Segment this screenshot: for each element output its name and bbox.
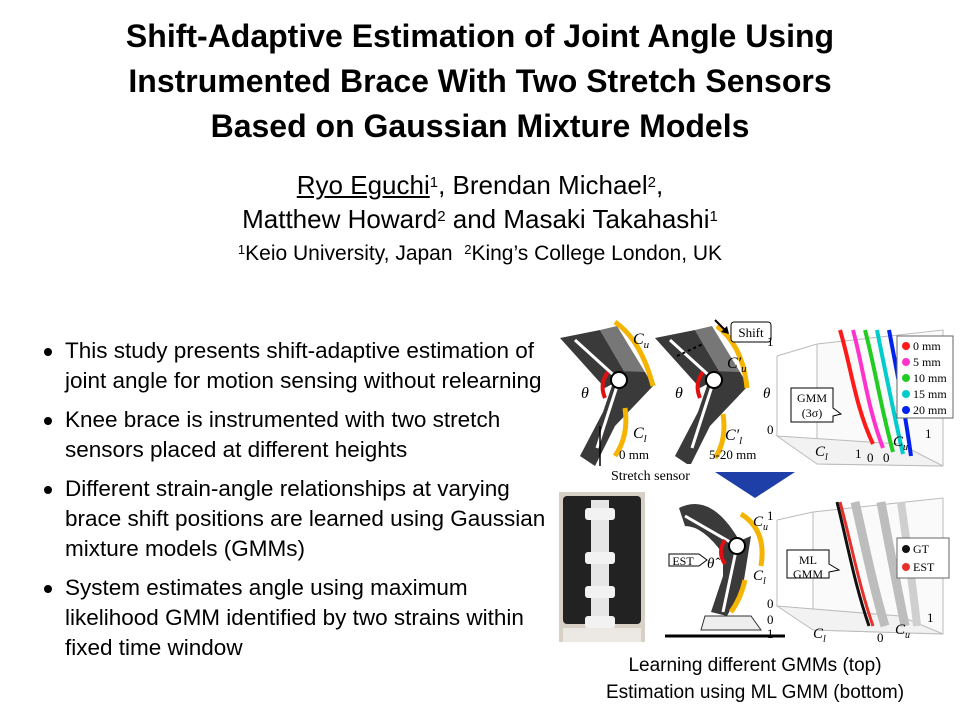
legend-swatch-gt — [902, 545, 910, 553]
legend-label-10mm: 10 mm — [913, 371, 947, 385]
author-2: , Brendan Michael — [438, 170, 648, 200]
bullet-dot-icon — [44, 486, 52, 494]
legend-swatch-0mm — [902, 342, 910, 350]
author-presenter: Ryo Eguchi — [296, 170, 430, 200]
legend-swatch-5mm — [902, 358, 910, 366]
author-list: Ryo Eguchi$^1$, Brendan Michael$^2$, Matthew Howard$^2$ and Masaki Takahashi$^1$ — [242, 170, 718, 234]
shift-label: Shift — [738, 325, 764, 340]
gmm-label: GMM — [796, 391, 828, 405]
title-line-3: Based on Gaussian Mixture Models — [210, 108, 750, 144]
gmm-sigma-label: (3σ) — [801, 406, 823, 420]
author-4: and Masaki Takahashi — [445, 204, 710, 234]
svg-text:0: 0 — [877, 630, 884, 645]
brace-photo — [559, 492, 645, 642]
plot-cu-axis-bottom: $C_u$ — [895, 622, 911, 641]
legend-label-20mm: 20 mm — [913, 403, 947, 417]
author-3: Matthew Howard — [242, 204, 438, 234]
cl-label-bottom: $C_l$ — [753, 568, 766, 587]
cu-label-bottom: $C_u$ — [753, 514, 769, 533]
theta-label: θ — [581, 385, 589, 402]
svg-text:0: 0 — [883, 450, 890, 465]
stretch-sensor-label: Stretch sensor — [611, 469, 690, 484]
svg-text:0: 0 — [867, 450, 874, 465]
svg-text:0: 0 — [767, 596, 774, 611]
plot-cu-axis: $C_u$ — [893, 434, 909, 453]
method-figure — [555, 316, 955, 652]
theta-label-2: θ — [675, 385, 683, 402]
legend-label-15mm: 15 mm — [913, 387, 947, 401]
svg-text:1: 1 — [925, 426, 932, 441]
legend-label-gt: GT — [913, 542, 929, 556]
caption-line-1: Learning different GMMs (top) — [628, 655, 882, 676]
zero-mm-label: 0 mm — [619, 447, 649, 462]
cl-prime-label: $C'_l$ — [725, 427, 743, 447]
legend-label-5mm: 5 mm — [913, 355, 941, 369]
bullet-item: Knee brace is instrumented with two stretch sensors placed at different heights — [44, 405, 564, 465]
svg-text:1: 1 — [927, 610, 934, 625]
bullet-item: This study presents shift-adaptive estimation of joint angle for motion sensing without relearning — [44, 336, 564, 396]
down-arrow-icon — [715, 472, 795, 498]
summary-bullets — [44, 336, 564, 672]
bullet-dot-icon — [44, 417, 52, 425]
cu-label: $C_u$ — [633, 331, 650, 351]
figure-caption — [555, 652, 955, 706]
plot-cl-axis: $C_l$ — [815, 444, 828, 463]
svg-text:0: 0 — [767, 422, 774, 437]
range-mm-label: 5-20 mm — [709, 447, 757, 462]
svg-text:1: 1 — [767, 626, 774, 641]
affiliations: $^1$Keio University, Japan $^2$King’s College London, UK — [237, 242, 723, 265]
cu-prime-label: $C'_u$ — [727, 355, 747, 375]
affiliation-kcl: King’s College London, UK — [471, 242, 723, 265]
title-line-1: Shift-Adaptive Estimation of Joint Angle Using — [125, 18, 835, 54]
bullet-dot-icon — [44, 585, 52, 593]
ml-gmm-label: GMM — [792, 567, 824, 581]
bullet-dot-icon — [44, 348, 52, 356]
legend-swatch-est — [902, 563, 910, 571]
plot-theta-axis: θ — [763, 386, 771, 402]
legend-label-est: EST — [913, 560, 935, 574]
legend-swatch-10mm — [902, 374, 910, 382]
svg-text:1: 1 — [767, 334, 774, 349]
bullet-item: System estimates angle using maximum likelihood GMM identified by two strains within fixed time window — [44, 573, 564, 663]
title-line-2: Instrumented Brace With Two Stretch Sensors — [128, 63, 832, 99]
paper-title — [0, 14, 960, 149]
caption-line-2: Estimation using ML GMM (bottom) — [605, 682, 905, 703]
bullet-item: Different strain-angle relationships at varying brace shift positions are learned using Gaussian mixture models (GMMs) — [44, 474, 564, 564]
theta-hat-label: θ̂ — [707, 556, 715, 572]
ml-label: ML — [799, 553, 817, 567]
svg-text:1: 1 — [855, 446, 862, 461]
legend-label-0mm: 0 mm — [913, 339, 941, 353]
svg-text:1: 1 — [767, 508, 774, 523]
affiliation-keio: Keio University, Japan — [245, 242, 453, 265]
legend-swatch-20mm — [902, 406, 910, 414]
plot-cl-axis-bottom: $C_l$ — [813, 626, 826, 645]
est-label: EST — [672, 554, 694, 568]
cl-label: $C_l$ — [633, 425, 647, 445]
svg-text:0: 0 — [767, 612, 774, 627]
legend-swatch-15mm — [902, 390, 910, 398]
